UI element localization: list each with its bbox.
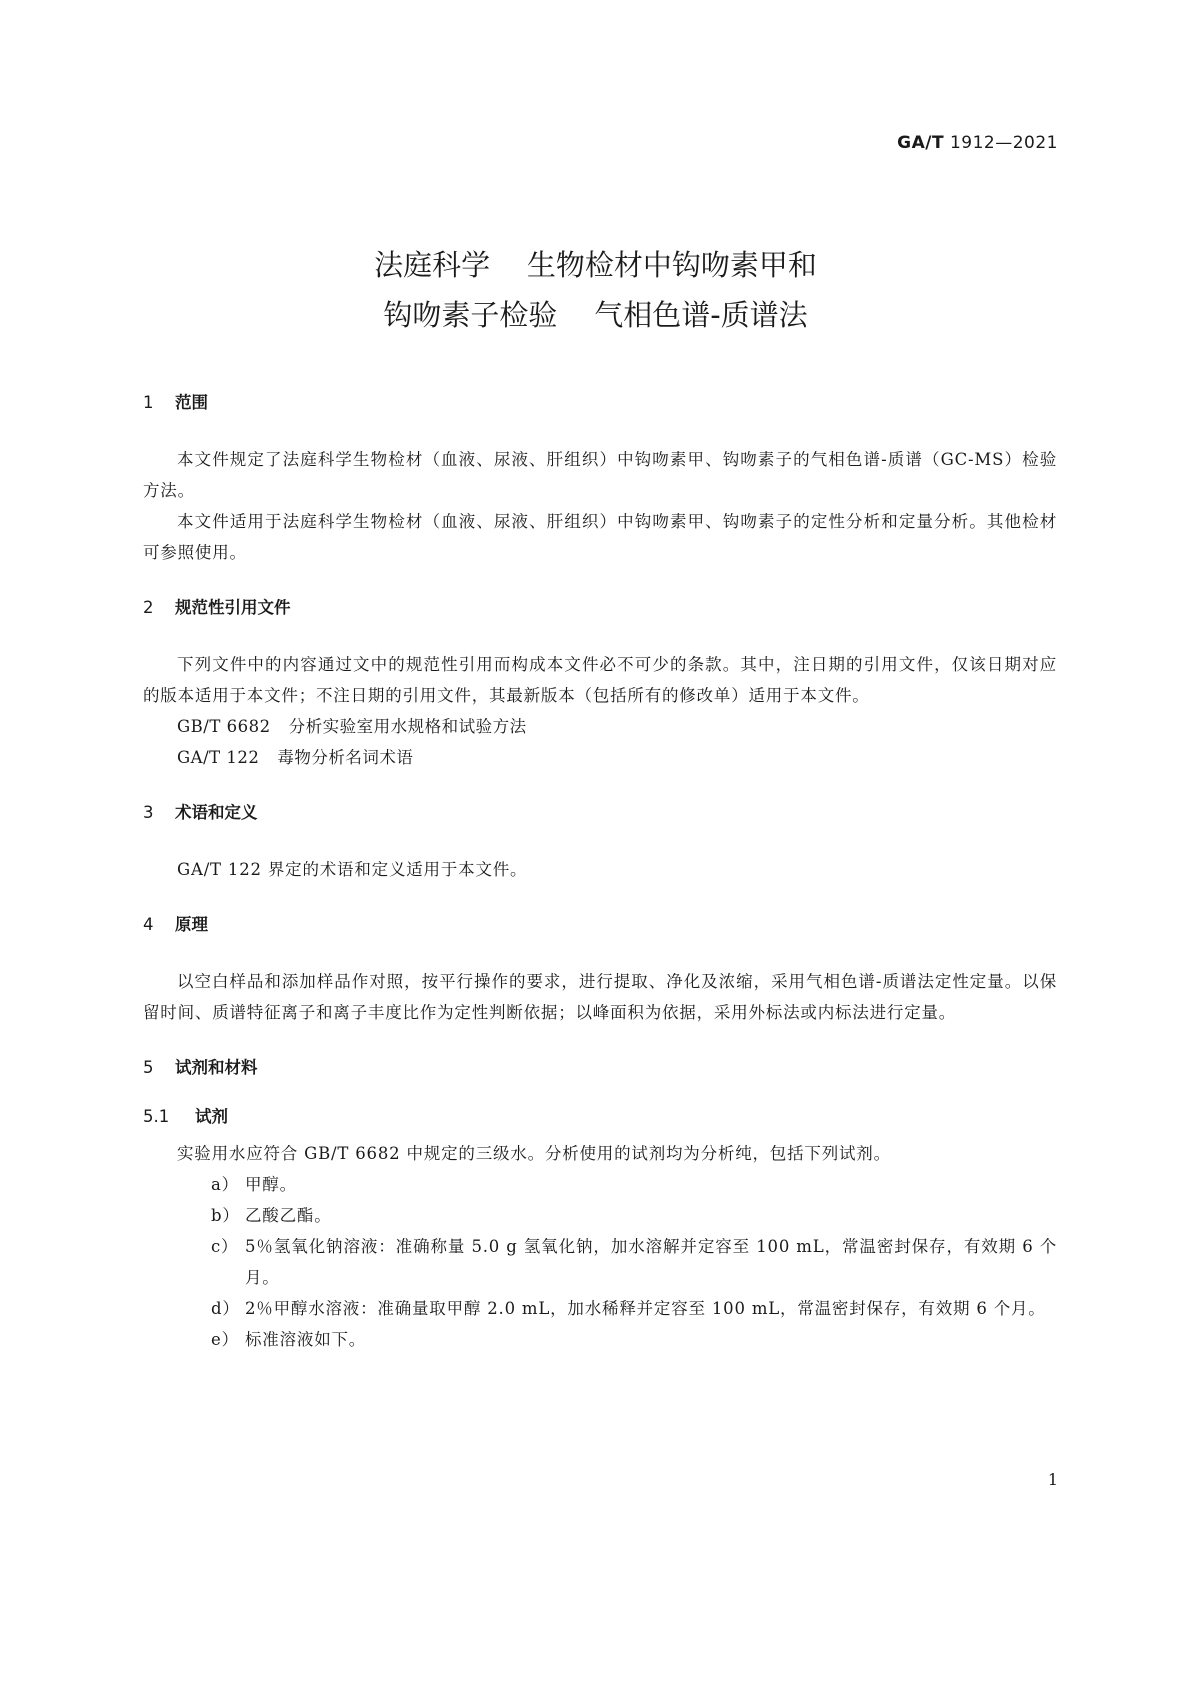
reference-item bbox=[143, 711, 1057, 742]
section-number: 4 bbox=[143, 915, 154, 934]
paragraph: 本文件适用于法庭科学生物检材（血液、尿液、肝组织）中钩吻素甲、钩吻素子的定性分析和定量分析。其他检材可参照使用。 bbox=[143, 512, 1057, 562]
section-number: 3 bbox=[143, 803, 154, 822]
list-label: c） bbox=[211, 1237, 239, 1256]
reference-code: GA/T 122 bbox=[177, 748, 260, 767]
subsection-title: 试剂 bbox=[195, 1107, 228, 1126]
section-3-heading bbox=[143, 800, 1057, 826]
title-line-2: 钩吻素子检验 气相色谱-质谱法 bbox=[383, 298, 808, 332]
section-number: 5 bbox=[143, 1058, 154, 1077]
section-title: 原理 bbox=[175, 915, 208, 934]
section-title: 术语和定义 bbox=[175, 803, 258, 822]
section-2-heading bbox=[143, 595, 1057, 621]
section-title: 试剂和材料 bbox=[175, 1058, 258, 1077]
section-number: 2 bbox=[143, 598, 154, 617]
reference-name: 分析实验室用水规格和试验方法 bbox=[288, 717, 527, 736]
reference-name: 毒物分析名词术语 bbox=[277, 748, 414, 767]
section-1-heading bbox=[143, 390, 1057, 416]
standard-prefix: GA/T bbox=[897, 133, 945, 153]
document-body bbox=[143, 390, 1057, 1355]
list-label: a） bbox=[211, 1175, 239, 1194]
section-5-heading bbox=[143, 1055, 1057, 1081]
paragraph: GA/T 122 界定的术语和定义适用于本文件。 bbox=[177, 860, 528, 879]
list-text: 5％氢氧化钠溶液：准确称量 5.0 g 氢氧化钠，加水溶解并定容至 100 mL，常温密封保存，有效期 6 个月。 bbox=[245, 1237, 1057, 1287]
list-item bbox=[177, 1169, 1057, 1200]
list-text: 甲醇。 bbox=[245, 1175, 297, 1194]
paragraph: 下列文件中的内容通过文中的规范性引用而构成本文件必不可少的条款。其中，注日期的引用文件，仅该日期对应的版本适用于本文件；不注日期的引用文件，其最新版本（包括所有的修改单）适用于本文件。 bbox=[143, 655, 1057, 705]
page-number: 1 bbox=[1047, 1470, 1058, 1489]
list-label: b） bbox=[211, 1206, 240, 1225]
subsection-number: 5.1 bbox=[143, 1107, 170, 1126]
section-title: 规范性引用文件 bbox=[175, 598, 291, 617]
section-title: 范围 bbox=[175, 393, 208, 412]
reference-item bbox=[143, 742, 1057, 773]
paragraph: 实验用水应符合 GB/T 6682 中规定的三级水。分析使用的试剂均为分析纯，包括下列试剂。 bbox=[177, 1144, 891, 1163]
standard-code: 1912—2021 bbox=[949, 133, 1058, 153]
list-item bbox=[177, 1324, 1057, 1355]
standard-number bbox=[897, 133, 1058, 153]
paragraph: 本文件规定了法庭科学生物检材（血液、尿液、肝组织）中钩吻素甲、钩吻素子的气相色谱-质谱（GC-MS）检验方法。 bbox=[143, 450, 1057, 500]
document-title bbox=[0, 240, 1191, 340]
reference-code: GB/T 6682 bbox=[177, 717, 271, 736]
list-label: e） bbox=[211, 1330, 239, 1349]
list-item bbox=[177, 1231, 1057, 1293]
section-number: 1 bbox=[143, 393, 154, 412]
list-item bbox=[177, 1200, 1057, 1231]
list-label: d） bbox=[211, 1299, 240, 1318]
subsection-5-1-heading bbox=[143, 1104, 1057, 1130]
list-text: 2％甲醇水溶液：准确量取甲醇 2.0 mL，加水稀释并定容至 100 mL，常温密封保存，有效期 6 个月。 bbox=[245, 1299, 1046, 1318]
list-text: 乙酸乙酯。 bbox=[245, 1206, 332, 1225]
list-text: 标准溶液如下。 bbox=[245, 1330, 367, 1349]
list-item bbox=[177, 1293, 1057, 1324]
title-line-1: 法庭科学 生物检材中钩吻素甲和 bbox=[374, 248, 817, 282]
section-4-heading bbox=[143, 912, 1057, 938]
paragraph: 以空白样品和添加样品作对照，按平行操作的要求，进行提取、净化及浓缩，采用气相色谱-质谱法定性定量。以保留时间、质谱特征离子和离子丰度比作为定性判断依据；以峰面积为依据，采用外标法或内标法进行定量。 bbox=[143, 972, 1057, 1022]
